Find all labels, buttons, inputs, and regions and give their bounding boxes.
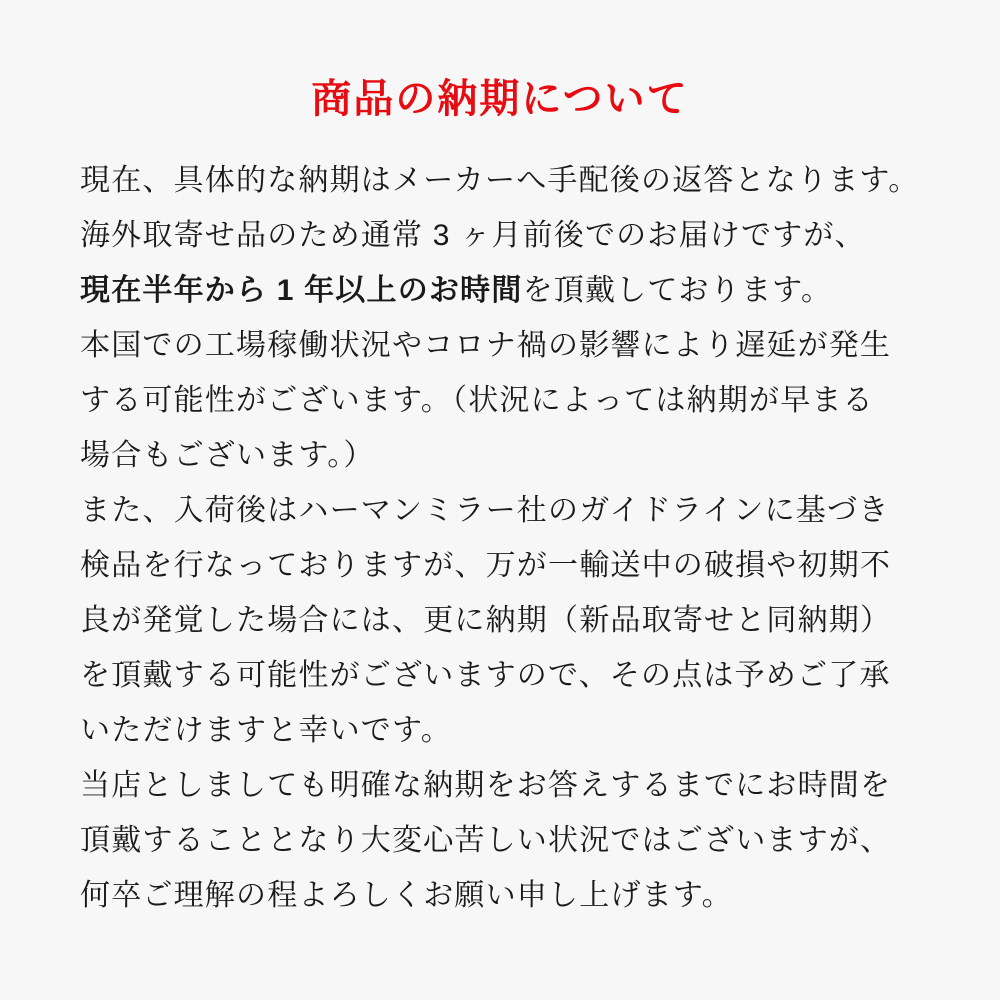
notice-body [80, 153, 930, 923]
notice-line: 本国での工場稼働状況やコロナ禍の影響により遅延が発生 [80, 329, 892, 362]
notice-line: 海外取寄せ品のため通常 3 ヶ月前後でのお届けですが、 [80, 219, 866, 252]
notice-line-emphasis [80, 263, 930, 318]
notice-line: 当店としましても明確な納期をお答えするまでにお時間を [80, 769, 892, 802]
notice-line: また、入荷後はハーマンミラー社のガイドラインに基づき [80, 494, 890, 527]
notice-line: 現在、具体的な納期はメーカーへ手配後の返答となります。 [80, 164, 920, 197]
notice-line: 検品を行なっておりますが、万が一輸送中の破損や初期不 [80, 549, 892, 582]
notice-line-regular-segment: を頂戴しております。 [522, 274, 833, 307]
notice-line-bold-segment: 現在半年から 1 年以上のお時間 [80, 274, 523, 307]
notice-line: 頂戴することとなり大変心苦しい状況ではございますが、 [80, 824, 892, 857]
notice-line: 何卒ご理解の程よろしくお願い申し上げます。 [80, 879, 733, 912]
notice-line: を頂戴する可能性がございますので、その点は予めご了承 [80, 659, 891, 692]
notice-line: する可能性がございます。（状況によっては納期が早まる [80, 384, 874, 417]
notice-title: 商品の納期について [311, 77, 689, 121]
notice-line: 場合もございます。） [80, 439, 375, 472]
notice-line: 良が発覚した場合には、更に納期（新品取寄せと同納期） [80, 604, 892, 637]
notice-line: いただけますと幸いです。 [80, 714, 452, 747]
